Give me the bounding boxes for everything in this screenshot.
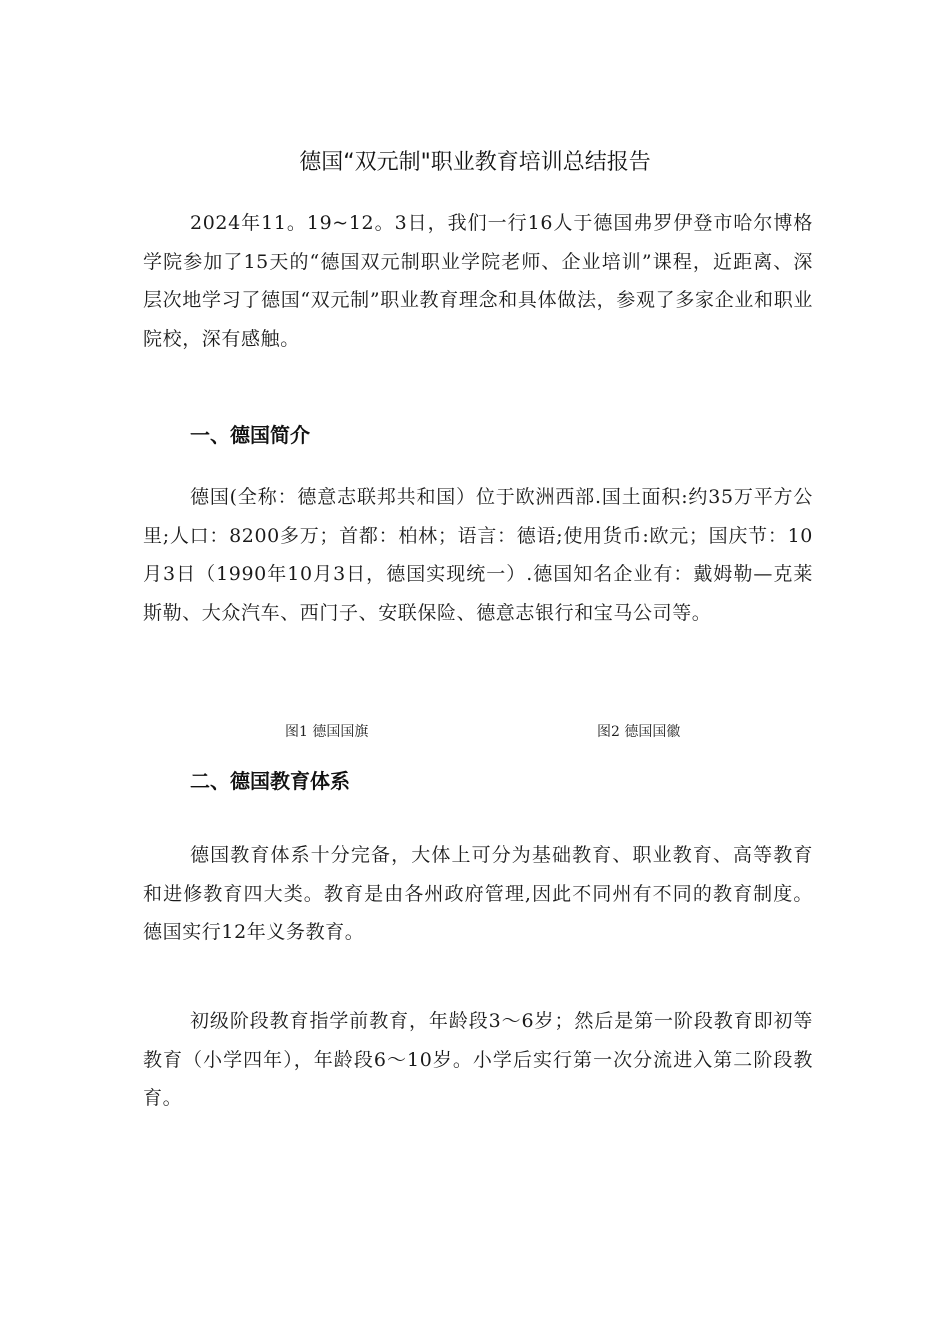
section-heading-education-system: 二、德国教育体系 bbox=[190, 769, 350, 793]
figure-caption-emblem: 图2 德国国徽 bbox=[597, 724, 681, 740]
figure-caption-flag: 图1 德国国旗 bbox=[285, 724, 369, 740]
intro-paragraph: 2024年11。19~12。3日，我们一行16人于德国弗罗伊登市哈尔博格学院参加了15天的“德国双元制职业学院老师、企业培训”课程，近距离、深层次地学习了德国“双元制”职业教育理念和具体做法，参观了多家企业和职业院校，深有感触。 bbox=[143, 212, 813, 350]
education-system-paragraph: 德国教育体系十分完备，大体上可分为基础教育、职业教育、高等教育和进修教育四大类。教育是由各州政府管理,因此不同州有不同的教育制度。德国实行12年义务教育。 bbox=[143, 844, 813, 944]
document-title: 德国“双元制"职业教育培训总结报告 bbox=[299, 150, 651, 175]
germany-intro-paragraph: 德国(全称：德意志联邦共和国）位于欧洲西部.国土面积:约35万平方公里;人口：8200多万；首都：柏林；语言：德语;使用货币:欧元；国庆节：10月3日（1990年10月3日，德国实现统一）.德国知名企业有：戴姆勒—克莱斯勒、大众汽车、西门子、安联保险、德意志银行和宝马公司等。 bbox=[143, 486, 813, 624]
section-heading-germany-intro: 一、德国简介 bbox=[190, 423, 310, 447]
primary-education-paragraph: 初级阶段教育指学前教育，年龄段3～6岁；然后是第一阶段教育即初等教育（小学四年），年龄段6～10岁。小学后实行第一次分流进入第二阶段教育。 bbox=[143, 1010, 813, 1110]
